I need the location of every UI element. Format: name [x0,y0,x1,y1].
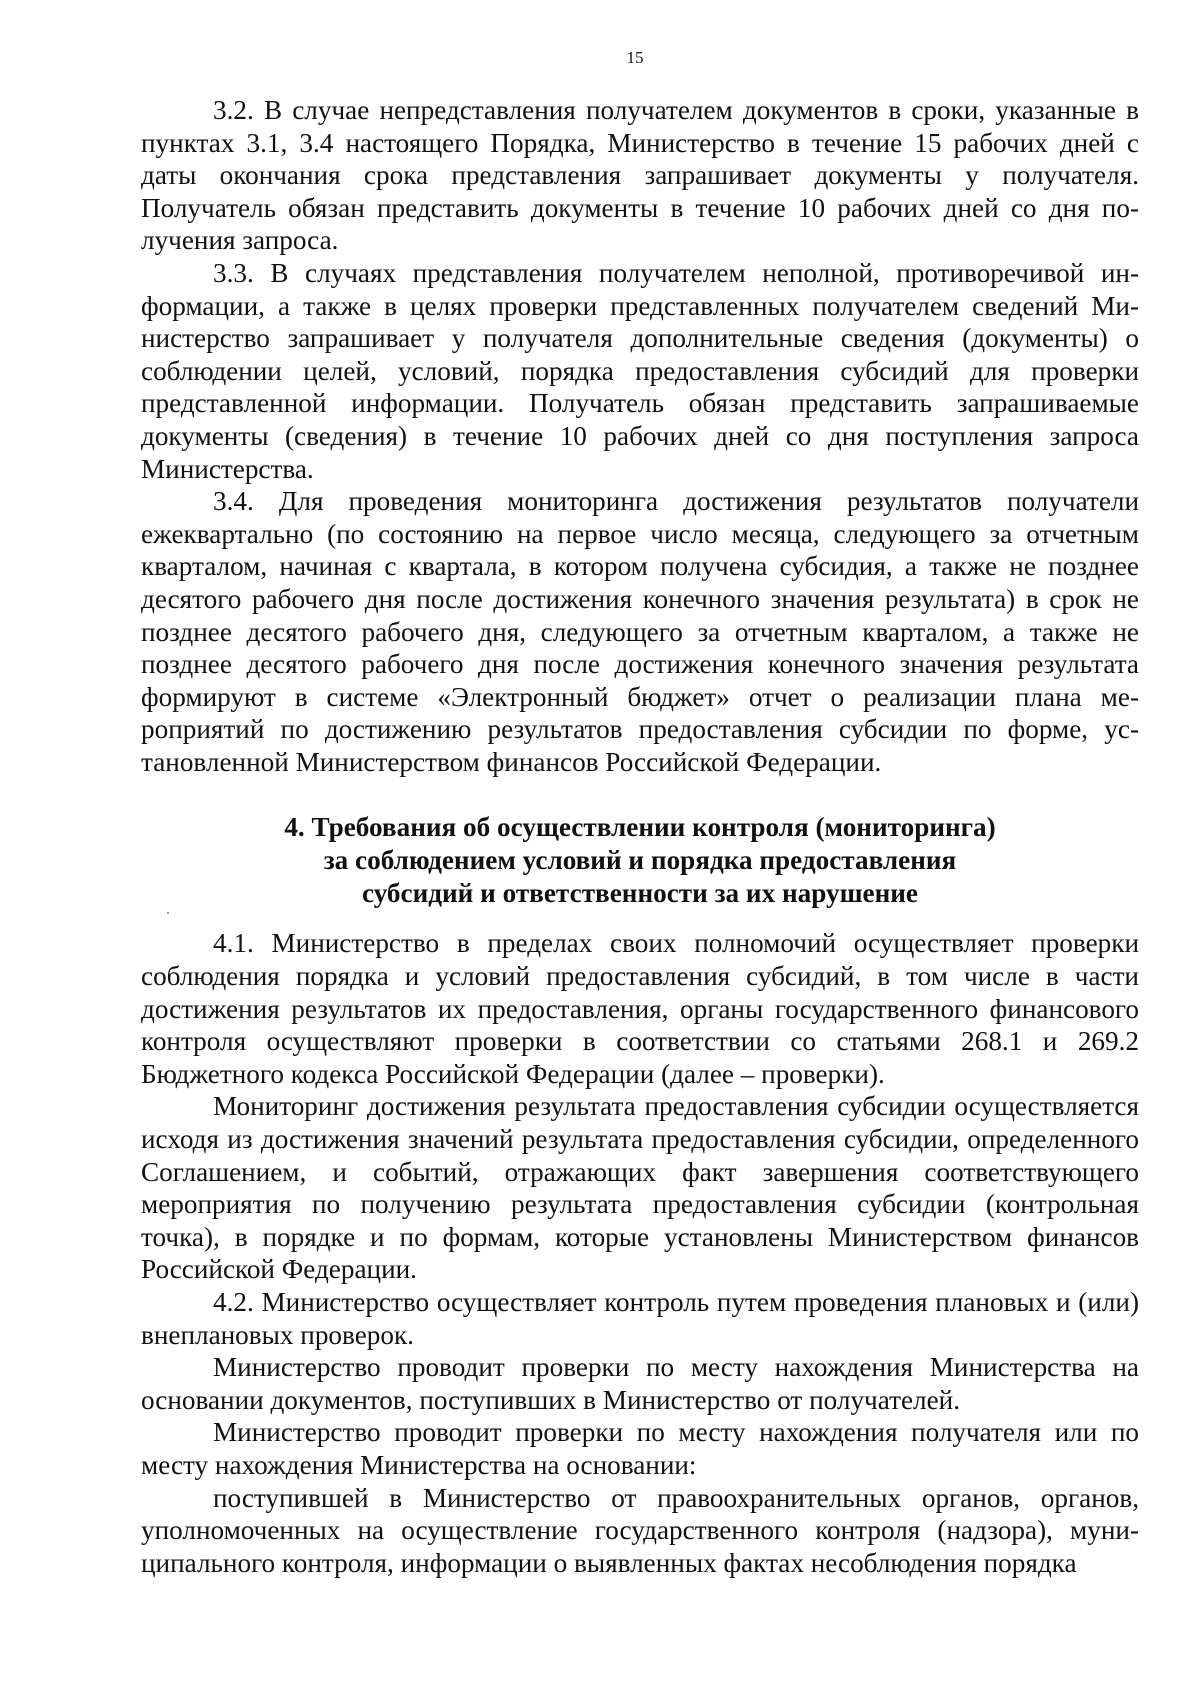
paragraph-3-3: 3.3. В случаях представления получателем неполной, противоречивой информации, а также в целях проверки представленных получателем сведений Министерство запрашивает у получателя дополнительные сведения (документы) о соблюдении целей, условий, порядка предоставления субсидий для проверки представленной информации. Получатель обязан представить запрашиваемые документы (сведения) в течение 10 рабочих дней со дня поступления запроса Министерства. [141,257,1139,484]
section-heading-line: субсидий и ответственности за их нарушение [361,878,919,909]
paragraph-4-1: 4.1. Министерство в пределах своих полномочий осуществляет проверки соблюдения порядка и условий предоставления субсидий, в том числе в части достижения результатов их предоставления, органы государственного финансового контроля осуществляют проверки в соответствии со статьями 268.1 и 269.2 Бюджетного кодекса Российской Федерации (далее – проверки). [141,928,1139,1089]
document-body [141,94,1139,1579]
paragraph-inspection-recipient: Министерство проводит проверки по месту нахождения получателя или по месту нахождения Министерства на основании: [141,1417,1139,1480]
paragraph-monitoring: Мониторинг достижения результата предоставления субсидии осуществляется исходя из достижения значений результата предоставления субсидии, определенного Соглашением, и событий, отражающих факт завершения соответствующего мероприятия по получению результата предоставления субсидии (контрольная точка), в порядке и по формам, которые установлены Министерством финансов Российской Федерации. [141,1091,1139,1285]
section-heading-line: за соблюдением условий и порядка предоставления [323,845,957,876]
paragraph-4-2: 4.2. Министерство осуществляет контроль путем проведения плановых и (или) внеплановых проверок. [141,1287,1139,1350]
section-4-heading [141,811,1139,910]
page-number: 15 [626,48,644,67]
paragraph-received-information: поступившей в Министерство от правоохранительных органов, органов, уполномоченных на осуществление государственного контроля (надзора), муниципального контроля, информации о выявленных фактах несоблюдения порядка [141,1482,1139,1578]
paragraph-inspection-ministry: Министерство проводит проверки по месту нахождения Министерства на основании документов, поступивших в Министерство от получателей. [141,1352,1139,1415]
paragraph-3-4: 3.4. Для проведения мониторинга достижения результатов получатели ежеквартально (по состоянию на первое число месяца, следующего за отчетным кварталом, начиная с квартала, в котором получена субсидия, а также не позднее десятого рабочего дня после достижения конечного значения результата) в срок не позднее десятого рабочего дня, следующего за отчетным кварталом, а также не позднее десятого рабочего дня после достижения конечного значения результата формируют в системе «Электронный бюджет» отчет о реализации плана мероприятий по достижению результатов предоставления субсидии по форме, установленной Министерством финансов Российской Федерации. [141,486,1139,777]
paragraph-3-2: 3.2. В случае непредставления получателем документов в сроки, указанные в пунктах 3.1, 3.4 настоящего Порядка, Министерство в течение 15 рабочих дней с даты окончания срока представления запрашивает документы у получателя. Получатель обязан представить документы в течение 10 рабочих дней со дня получения запроса. [141,95,1139,256]
section-heading-line: 4. Требования об осуществлении контроля (мониторинга) [284,812,996,843]
